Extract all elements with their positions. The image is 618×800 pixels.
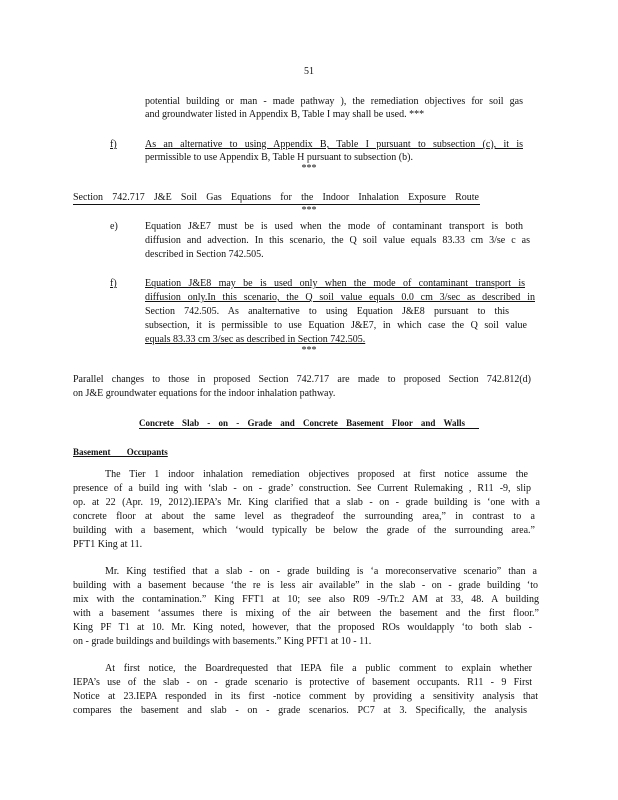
intro-line: potential building or man - made pathway ), the remediation objectives for soil gas [145, 96, 523, 107]
para-line: mix with the contamination.” King FFT1 at 10; see also R09 -9/Tr.2 AM at 33, 48. A building [73, 594, 539, 605]
para-line: op. at 22 (Apr. 19, 2012).IEPA’s Mr. King clarified that a slab - on - grade building is ‘one with a [73, 497, 540, 508]
item-f1-line: As an alternative to using Appendix B, Table I pursuant to subsection (c), it is [145, 139, 523, 150]
subheading-underline [139, 428, 479, 429]
item-letter: f) [110, 139, 117, 150]
para-line: King PF T1 at 10. Mr. King noted, however, that the proposed ROs wouldapply ‘to both slab - [73, 622, 532, 633]
para-line: PFT1 King at 11. [73, 539, 143, 550]
stars: *** [301, 345, 317, 356]
item-f2-line: subsection, it is permissible to use Equation J&E7, in which case the Q soil value [145, 320, 527, 331]
parallel-line: on J&E groundwater equations for the indoor inhalation pathway. [73, 388, 336, 399]
para-line: building with a basement, which ‘would typically be below the grade of the surrounding area.” [73, 525, 535, 536]
item-f2-line: Section 742.505. As analternative to using Equation J&E8 pursuant to this [145, 306, 509, 317]
item-e-line: diffusion and advection. In this scenario, the Q soil value equals 83.33 cm 3/se c as [145, 235, 530, 246]
item-f2-line: Equation J&E8 may be is used only when the mode of contaminant transport is [145, 278, 525, 289]
para-line: building with a basement because ‘the re is less air available” in the slab - on - grade building ‘to [73, 580, 538, 591]
parallel-line: Parallel changes to those in proposed Section 742.717 are made to proposed Section 742.812(d) [73, 374, 531, 385]
para-line: Mr. King testified that a slab - on - grade building is ‘a moreconservative scenario” than a [105, 566, 537, 577]
item-letter: e) [110, 221, 118, 232]
para-line: compares the basement and slab - on - grade scenarios. PC7 at 3. Specifically, the analysis [73, 705, 527, 716]
para-line: Notice at 23.IEPA responded in its first -notice comment by providing a sensitivity analysis that [73, 691, 538, 702]
stars: *** [301, 163, 317, 174]
stars: *** [301, 205, 317, 216]
item-f2-line: diffusion only.In this scenario, the Q soil value equals 0.0 cm 3/sec as described in [145, 292, 535, 303]
para-line: with a basement ‘assumes there is mixing of the air between the basement and the first floor.” [73, 608, 539, 619]
item-e-line: Equation J&E7 must be is used when the mode of contaminant transport is both [145, 221, 523, 232]
section-heading: Section 742.717 J&E Soil Gas Equations for the Indoor Inhalation Exposure Route [73, 192, 479, 203]
item-e-line: described in Section 742.505. [145, 249, 264, 260]
item-letter: f) [110, 278, 117, 289]
para-line: concrete floor at about the same level as thegradeof the surrounding area,” in contrast to a [73, 511, 535, 522]
subheading: Concrete Slab - on - Grade and Concrete Basement Floor and Walls [139, 418, 465, 428]
subheading: Basement Occupants [73, 447, 168, 457]
para-line: IEPA’s use of the slab - on - grade scenario is protective of basement occupants. R11 - 9 First [73, 677, 532, 688]
para-line: The Tier 1 indoor inhalation remediation objectives proposed at first notice assume the [105, 469, 528, 480]
item-f1-line: permissible to use Appendix B, Table H pursuant to subsection (b). [145, 152, 413, 163]
para-line: presence of a build ing with ‘slab - on - grade’ construction. See Current Rulemaking , R11 -9, slip [73, 483, 531, 494]
para-line: At first notice, the Boardrequested that IEPA file a public comment to explain whether [105, 663, 532, 674]
page-number: 51 [304, 66, 314, 77]
item-f2-line: equals 83.33 cm 3/sec as described in Section 742.505. [145, 334, 366, 345]
para-line: on - grade buildings and buildings with basements.” King PFT1 at 10 - 11. [73, 636, 372, 647]
intro-line: and groundwater listed in Appendix B, Table I may shall be used. *** [145, 109, 425, 120]
